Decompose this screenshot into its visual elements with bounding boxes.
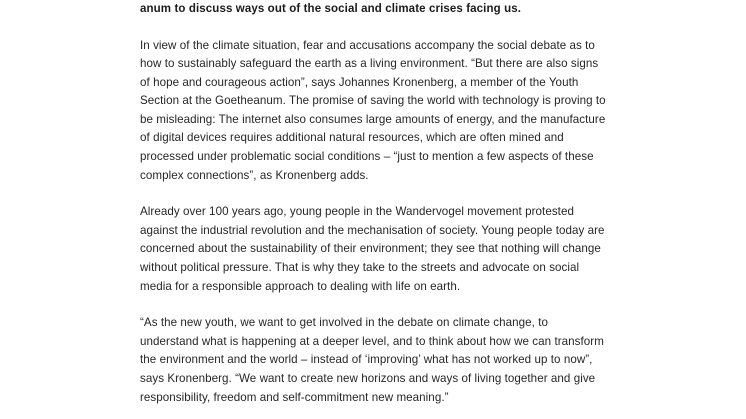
lead-paragraph: anum to discuss ways out of the social and climate crises facing us. — [140, 3, 522, 15]
body-paragraph-2: Already over 100 years ago, young people in the Wandervogel movement protested against the industrial revolution and the mechanisation of society. Young people today are concerned about the sustainability of their environment; they see that nothing will change without political pressure. That is why they take to the streets and advocate on social media for a responsible approach to dealing with life on earth. — [140, 205, 605, 293]
paragraph-spacer — [140, 185, 606, 203]
paragraph-spacer — [140, 296, 606, 314]
body-paragraph-3: “As the new youth, we want to get involved in the debate on climate change, to understand what is happening at a deeper level, and to think about how we can transform the environment and the world – instead of ‘improving’ what has not worked up to now”, says Kronenberg. “We want to create new horizons and ways of living together and give responsibility, freedom and self-commitment new meaning.” — [140, 316, 604, 404]
paragraph-spacer — [140, 19, 606, 37]
article-text-column — [140, 0, 606, 407]
body-paragraph-1: In view of the climate situation, fear and accusations accompany the social debate as to how to sustainably safeguard the earth as a living environment. “But there are also signs of hope and courageous action”, says Johannes Kronenberg, a member of the Youth Section at the Goetheanum. The promise of saving the world with technology is proving to be misleading: The internet also consumes large amounts of energy, and the manufacture of digital devices requires additional natural resources, which are often mined and processed under problematic social conditions – “just to mention a few aspects of these complex connections”, as Kronenberg adds. — [140, 38, 606, 182]
